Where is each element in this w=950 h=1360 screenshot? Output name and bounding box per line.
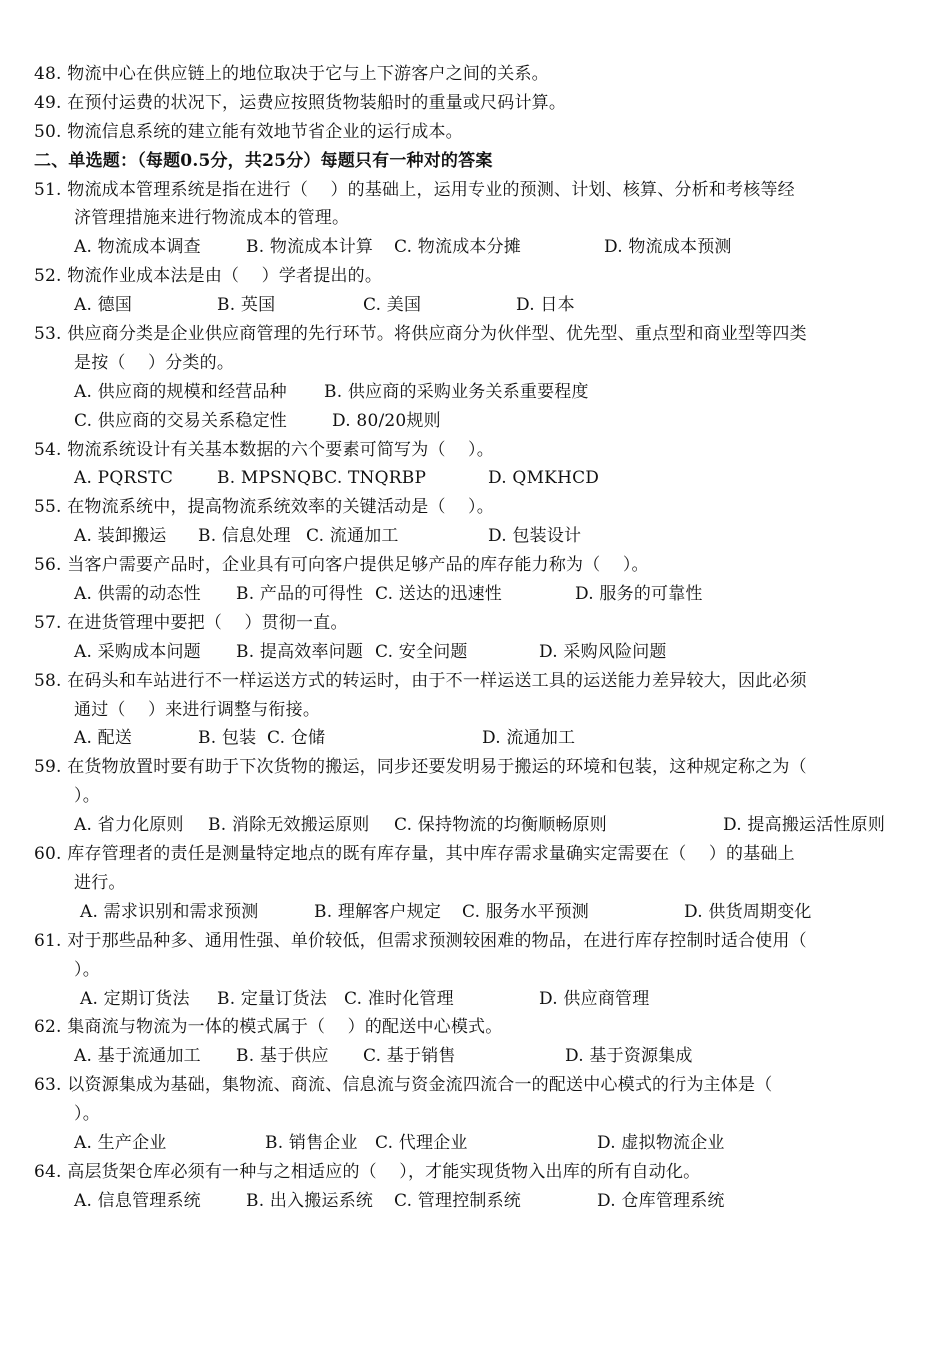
option-d: D. 日本 [516, 295, 575, 316]
option-a: A. 配送 [74, 728, 133, 749]
question-63-options [34, 1129, 918, 1158]
question-55: 55. 在物流系统中，提高物流系统效率的关键活动是（ ）。 [34, 497, 494, 518]
option-b: B. 销售企业 [265, 1132, 358, 1153]
option-c: C. 仓储 [267, 728, 326, 749]
option-a: A. 信息管理系统 [74, 1190, 201, 1211]
question-59-options [34, 811, 918, 840]
option-d: D. 仓库管理系统 [597, 1190, 725, 1211]
question-63: 63. 以资源集成为基础，集物流、商流、信息流与资金流四流合一的配送中心模式的行为主体是（ [34, 1075, 773, 1096]
option-c: C. 服务水平预测 [462, 901, 590, 922]
question-61-continued: ）。 [74, 959, 100, 980]
option-b: B. 物流成本计算 [246, 237, 374, 258]
question-53-options-cd [34, 407, 918, 436]
question-62: 62. 集商流与物流为一体的模式属于（ ）的配送中心模式。 [34, 1017, 503, 1038]
option-d: D. QMKHCD [488, 468, 600, 489]
question-58: 58. 在码头和车站进行不一样运送方式的转运时，由于不一样运送工具的运送能力差异较大，因此必须 [34, 670, 807, 691]
option-b: B. 信息处理 [198, 526, 291, 547]
question-51: 51. 物流成本管理系统是指在进行（ ）的基础上，运用专业的预测、计划、核算、分析和考核等经 [34, 179, 795, 200]
question-51-options [34, 233, 918, 262]
option-a: A. 采购成本问题 [74, 641, 201, 662]
option-a: A. 基于流通加工 [74, 1046, 201, 1067]
option-a: A. 需求识别和需求预测 [80, 901, 259, 922]
option-c: C. 管理控制系统 [394, 1190, 522, 1211]
question-52: 52. 物流作业成本法是由（ ）学者提出的。 [34, 266, 383, 287]
tf-item-50: 50. 物流信息系统的建立能有效地节省企业的运行成本。 [34, 121, 463, 142]
option-b: B. 英国 [217, 295, 276, 316]
question-56-options [34, 580, 918, 609]
option-b: B. 提高效率问题 [236, 641, 364, 662]
option-b: B. 消除无效搬运原则 [208, 815, 370, 836]
option-d: D. 供货周期变化 [684, 901, 812, 922]
tf-item-48: 48. 物流中心在供应链上的地位取决于它与上下游客户之间的关系。 [34, 64, 549, 84]
question-59: 59. 在货物放置时要有助于下次货物的搬运，同步还要发明易于搬运的环境和包装，这种规定称之为（ [34, 757, 807, 778]
option-d: D. 虚拟物流企业 [597, 1132, 725, 1153]
question-52-options [34, 291, 918, 320]
option-c: C. 安全问题 [375, 641, 468, 662]
question-64-options [34, 1187, 918, 1216]
option-d: D. 供应商管理 [539, 988, 650, 1009]
document-page [34, 60, 918, 1216]
option-b: B. 产品的可得性 [236, 584, 364, 605]
option-c: C. 准时化管理 [344, 988, 454, 1009]
option-c: C. 保持物流的均衡顺畅原则 [394, 815, 608, 836]
option-c: C. 送达的迅速性 [375, 584, 503, 605]
question-54-options [34, 464, 918, 493]
question-58-continued: 通过（ ）来进行调整与衔接。 [74, 699, 321, 720]
question-60-continued: 进行。 [74, 872, 126, 893]
option-c: C. 流通加工 [306, 526, 399, 547]
question-54: 54. 物流系统设计有关基本数据的六个要素可简写为（ ）。 [34, 439, 494, 460]
option-c: C. 物流成本分摊 [394, 237, 522, 258]
question-57: 57. 在进货管理中要把（ ）贯彻一直。 [34, 612, 348, 633]
section-heading: 二、单选题：（每题0.5分，共25分）每题只有一种对的答案 [34, 150, 493, 171]
option-a: A. 定期订货法 [80, 988, 190, 1009]
option-d: D. 采购风险问题 [539, 641, 667, 662]
option-a: A. 德国 [74, 295, 133, 316]
option-a: A. 装卸搬运 [74, 526, 167, 547]
option-c: C. 供应商的交易关系稳定性 [74, 410, 288, 431]
option-a: A. PQRSTC [74, 468, 174, 489]
option-a: A. 省力化原则 [74, 815, 184, 836]
option-d: D. 提高搬运活性原则 [723, 815, 886, 836]
option-d: D. 流通加工 [482, 728, 576, 749]
question-58-options [34, 724, 918, 753]
question-61-options [34, 985, 918, 1014]
question-53: 53. 供应商分类是企业供应商管理的先行环节。将供应商分为伙伴型、优先型、重点型和商业型等四类 [34, 324, 807, 345]
option-a: A. 生产企业 [74, 1132, 167, 1153]
option-d: D. 包装设计 [488, 526, 582, 547]
question-64: 64. 高层货架仓库必须有一种与之相适应的（ ），才能实现货物入出库的所有自动化。 [34, 1161, 701, 1182]
question-63-continued: ）。 [74, 1104, 100, 1125]
option-b: B. MPSNQBC. TNQRBP [217, 468, 427, 489]
option-b: B. 基于供应 [236, 1046, 329, 1067]
question-60: 60. 库存管理者的责任是测量特定地点的既有库存量，其中库存需求量确实定需要在（ ）的基础上 [34, 844, 795, 865]
option-d: D. 基于资源集成 [565, 1046, 693, 1067]
option-b: B. 理解客户规定 [314, 901, 442, 922]
option-a: A. 物流成本调查 [74, 237, 201, 258]
question-53-continued: 是按（ ）分类的。 [74, 352, 235, 373]
question-51-continued: 济管理措施来进行物流成本的管理。 [74, 208, 350, 229]
question-61: 61. 对于那些品种多、通用性强、单价较低，但需求预测较困难的物品，在进行库存控制时适合使用（ [34, 930, 807, 951]
option-d: D. 物流成本预测 [604, 237, 732, 258]
question-60-options [34, 898, 918, 927]
question-53-options-ab [34, 378, 918, 407]
question-56: 56. 当客户需要产品时，企业具有可向客户提供足够产品的库存能力称为（ ）。 [34, 555, 649, 576]
option-a: A. 供应商的规模和经营品种 [74, 381, 287, 402]
option-b: B. 定量订货法 [217, 988, 327, 1009]
question-57-options [34, 638, 918, 667]
question-55-options [34, 522, 918, 551]
question-59-continued: ）。 [74, 786, 100, 807]
tf-item-49: 49. 在预付运费的状况下，运费应按照货物装船时的重量或尺码计算。 [34, 92, 567, 113]
option-b: B. 出入搬运系统 [246, 1190, 374, 1211]
question-62-options [34, 1042, 918, 1071]
option-c: C. 代理企业 [375, 1132, 468, 1153]
option-c: C. 美国 [363, 295, 422, 316]
option-b: B. 包装 [198, 728, 257, 749]
option-b: B. 供应商的采购业务关系重要程度 [324, 381, 589, 402]
option-c: C. 基于销售 [363, 1046, 456, 1067]
option-d: D. 80/20规则 [332, 410, 441, 431]
option-d: D. 服务的可靠性 [575, 584, 703, 605]
option-a: A. 供需的动态性 [74, 584, 201, 605]
